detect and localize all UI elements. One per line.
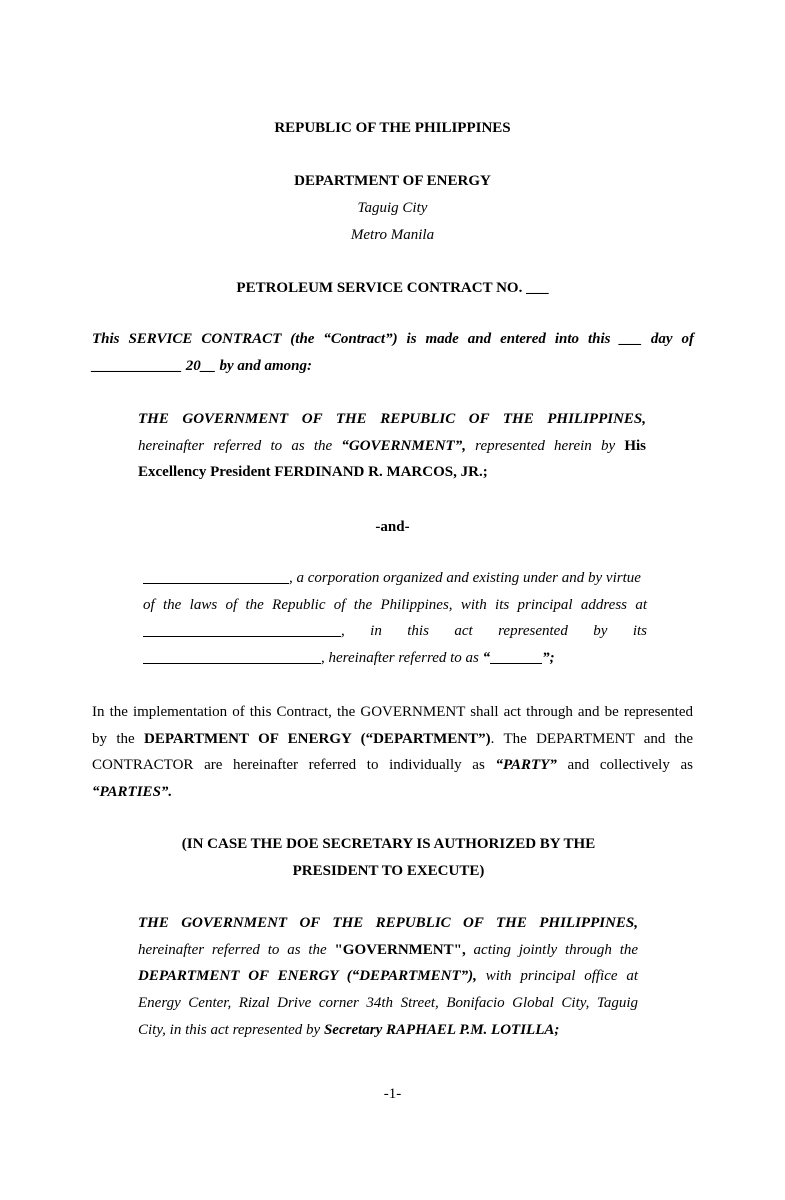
contractor-laws-line: of the laws of the Republic of the Philippines, with its principal address at xyxy=(143,596,647,613)
party1-president: Excellency President FERDINAND R. MARCOS, JR.; xyxy=(138,464,488,481)
party1-text: hereinafter referred to as the xyxy=(138,437,333,454)
case-heading-line-1: (IN CASE THE DOE SECRETARY IS AUTHORIZED BY THE xyxy=(181,836,596,852)
implementation-department-text: . The DEPARTMENT and the xyxy=(490,730,694,747)
party1-represented: represented herein by xyxy=(475,437,616,454)
close-quote: ”; xyxy=(542,650,555,667)
word-by: by xyxy=(593,623,608,640)
party3-secretary: Secretary RAPHAEL P.M. LOTILLA; xyxy=(323,1021,560,1038)
implementation-collectively: and collectively as xyxy=(567,757,694,774)
party3-represented: City, in this act represented by xyxy=(138,1021,321,1038)
case-heading-line-2: PRESIDENT TO EXECUTE) xyxy=(292,863,485,879)
contractor-referred: , hereinafter referred to as xyxy=(321,650,479,667)
word-its: its xyxy=(632,623,648,640)
party3-department: DEPARTMENT OF ENERGY (“DEPARTMENT”), xyxy=(138,968,477,985)
contractor-address-blank[interactable] xyxy=(143,622,341,637)
open-quote: “ xyxy=(482,650,491,667)
word-represented: represented xyxy=(498,623,568,640)
party-government-secretary xyxy=(138,910,638,1043)
party3-acting: acting jointly through the xyxy=(473,941,639,958)
contractor-representative-blank[interactable] xyxy=(143,649,321,664)
preamble-day-blank: ___ xyxy=(619,331,642,347)
word-act: act xyxy=(454,623,473,640)
party1-alias: “GOVERNMENT”, xyxy=(341,437,466,454)
word-in: in xyxy=(370,623,382,640)
comma: , xyxy=(341,623,345,640)
republic-heading: REPUBLIC OF THE PHILIPPINES xyxy=(274,120,511,136)
and-separator: -and- xyxy=(375,519,410,535)
party3-text: hereinafter referred to as the xyxy=(138,941,327,958)
contractor-name-blank[interactable] xyxy=(143,569,289,584)
preamble-text: This SERVICE CONTRACT (the “Contract”) is made and entered into this xyxy=(92,331,611,347)
page-number: -1- xyxy=(383,1086,402,1102)
implementation-by-the: by the xyxy=(92,730,135,747)
word-this: this xyxy=(407,623,429,640)
department-heading: DEPARTMENT OF ENERGY xyxy=(294,173,491,189)
city-line: Taguig City xyxy=(357,200,428,216)
party1-his: His xyxy=(624,437,647,454)
party3-alias: "GOVERNMENT", xyxy=(334,941,466,958)
implementation-department: DEPARTMENT OF ENERGY (“DEPARTMENT”) xyxy=(143,730,491,747)
party3-address: Energy Center, Rizal Drive corner 34th Street, Bonifacio Global City, Taguig xyxy=(138,995,638,1012)
contractor-alias-blank[interactable] xyxy=(490,649,542,664)
party-government xyxy=(138,406,646,486)
implementation-parties: “PARTIES”. xyxy=(92,784,173,801)
party-contractor xyxy=(143,565,647,672)
implementation-line-1: In the implementation of this Contract, the GOVERNMENT shall act through and be represented xyxy=(92,704,693,720)
implementation-paragraph xyxy=(92,699,693,806)
party3-name: THE GOVERNMENT OF THE REPUBLIC OF THE PHILIPPINES, xyxy=(138,915,638,931)
implementation-party: “PARTY” xyxy=(495,757,557,774)
party1-name: THE GOVERNMENT OF THE REPUBLIC OF THE PHILIPPINES, xyxy=(138,411,646,427)
implementation-contractor: CONTRACTOR are hereinafter referred to individually as xyxy=(92,757,485,774)
region-line: Metro Manila xyxy=(350,227,435,243)
party3-office: with principal office at xyxy=(485,968,639,985)
preamble xyxy=(92,326,694,379)
preamble-year-text: 20__ by and among: xyxy=(185,357,313,374)
preamble-month-blank: ____________ xyxy=(92,357,182,374)
preamble-day-of: day of xyxy=(650,331,694,347)
contract-title: PETROLEUM SERVICE CONTRACT NO. ___ xyxy=(236,280,549,296)
contractor-text: , a corporation organized and existing under and by virtue xyxy=(289,570,641,586)
